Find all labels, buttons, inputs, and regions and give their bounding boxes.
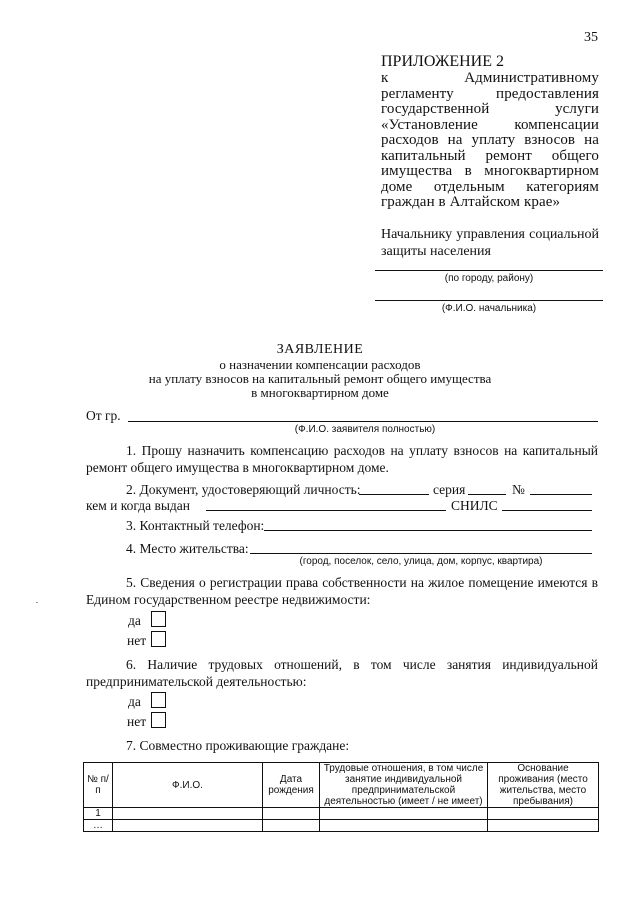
item-1-text: 1. Прошу назначить компенсацию расходов на уплату взносов на капитальный ремонт общего имущества в многоквартирном доме. <box>86 443 598 475</box>
item-4-residence-label: 4. Место жительства: <box>126 541 249 556</box>
item-6-yes-label: да <box>128 694 141 709</box>
cohabitants-table <box>83 762 599 832</box>
row-cell[interactable] <box>263 820 320 832</box>
header-number: № п/п <box>84 763 113 808</box>
item-5-no-label: нет <box>127 633 147 648</box>
appendix-block <box>381 53 599 211</box>
number-label: № <box>512 482 525 497</box>
statement-subtitle-3: в многоквартирном доме <box>251 385 389 400</box>
addressee-text: Начальнику управления социальной защиты населения <box>381 227 599 259</box>
statement-subtitle-1: о назначении компенсации расходов <box>219 357 421 372</box>
row-cell[interactable] <box>320 820 488 832</box>
table-row <box>84 820 599 832</box>
item-5-text: 5. Сведения о регистрации права собственности на жилое помещение имеются в Едином государственном реестре недвижимости: <box>86 575 598 607</box>
header-residence-basis: Основание проживания (место жительства, место пребывания) <box>488 763 599 808</box>
table-row <box>84 808 599 820</box>
issued-by-label: кем и когда выдан <box>86 498 190 513</box>
appendix-title: ПРИЛОЖЕНИЕ 2 <box>381 53 505 70</box>
item-3-phone-label: 3. Контактный телефон: <box>126 518 265 533</box>
snils-line[interactable] <box>502 510 592 511</box>
page-number: 35 <box>584 30 598 45</box>
row-cell[interactable] <box>113 820 263 832</box>
addressee-city-caption: (по городу, району) <box>444 273 534 284</box>
residence-caption: (город, поселок, село, улица, дом, корпус, квартира) <box>299 556 543 567</box>
statement-heading <box>0 342 640 400</box>
item-6-yes-checkbox[interactable] <box>151 692 166 708</box>
addressee-head-caption: (Ф.И.О. начальника) <box>441 303 537 314</box>
document-type-line[interactable] <box>359 494 429 495</box>
statement-subtitle-2: на уплату взносов на капитальный ремонт общего имущества <box>148 371 492 386</box>
header-birth-date: Дата рождения <box>263 763 320 808</box>
row-cell[interactable] <box>488 808 599 820</box>
number-line[interactable] <box>530 494 592 495</box>
item-5-yes-label: да <box>128 613 141 628</box>
series-line[interactable] <box>468 494 506 495</box>
residence-line[interactable] <box>250 553 592 554</box>
row-cell[interactable] <box>320 808 488 820</box>
item-6-text: 6. Наличие трудовых отношений, в том числе занятия индивидуальной предпринимательской деятельностью: <box>86 657 598 689</box>
issued-by-line[interactable] <box>206 510 446 511</box>
statement-title: ЗАЯВЛЕНИЕ <box>276 342 364 357</box>
row-number: 1 <box>84 808 113 820</box>
snils-label: СНИЛС <box>451 498 498 513</box>
row-number: … <box>84 820 113 832</box>
item-7-label: 7. Совместно проживающие граждане: <box>126 738 350 753</box>
header-full-name: Ф.И.О. <box>113 763 263 808</box>
applicant-name-caption: (Ф.И.О. заявителя полностью) <box>294 424 436 435</box>
row-cell[interactable] <box>488 820 599 832</box>
series-label: серия <box>433 482 466 497</box>
applicant-name-line[interactable] <box>128 421 598 422</box>
item-5-no-checkbox[interactable] <box>151 631 166 647</box>
item-5-yes-checkbox[interactable] <box>151 611 166 627</box>
table-header-row <box>84 763 599 808</box>
item-2-document-label: 2. Документ, удостоверяющий личность: <box>126 482 361 497</box>
appendix-body: к Административному регламенту предоставления государственной услуги «Установление компенсации расходов на уплату взносов на капитальный ремонт общего имущества в многоквартирном доме отдельным категориям граждан в Алтайском крае» <box>381 70 599 210</box>
item-6-no-checkbox[interactable] <box>151 712 166 728</box>
phone-line[interactable] <box>264 530 592 531</box>
addressee-city-line[interactable] <box>375 270 603 271</box>
addressee-head-line[interactable] <box>375 300 603 301</box>
item-6-no-label: нет <box>127 714 147 729</box>
from-label: От гр. <box>86 408 121 423</box>
row-cell[interactable] <box>263 808 320 820</box>
row-cell[interactable] <box>113 808 263 820</box>
header-employment: Трудовые отношения, в том числе занятие индивидуальной предпринимательской деятельностью (имеет / не имеет) <box>320 763 488 808</box>
scan-mark <box>36 602 38 603</box>
